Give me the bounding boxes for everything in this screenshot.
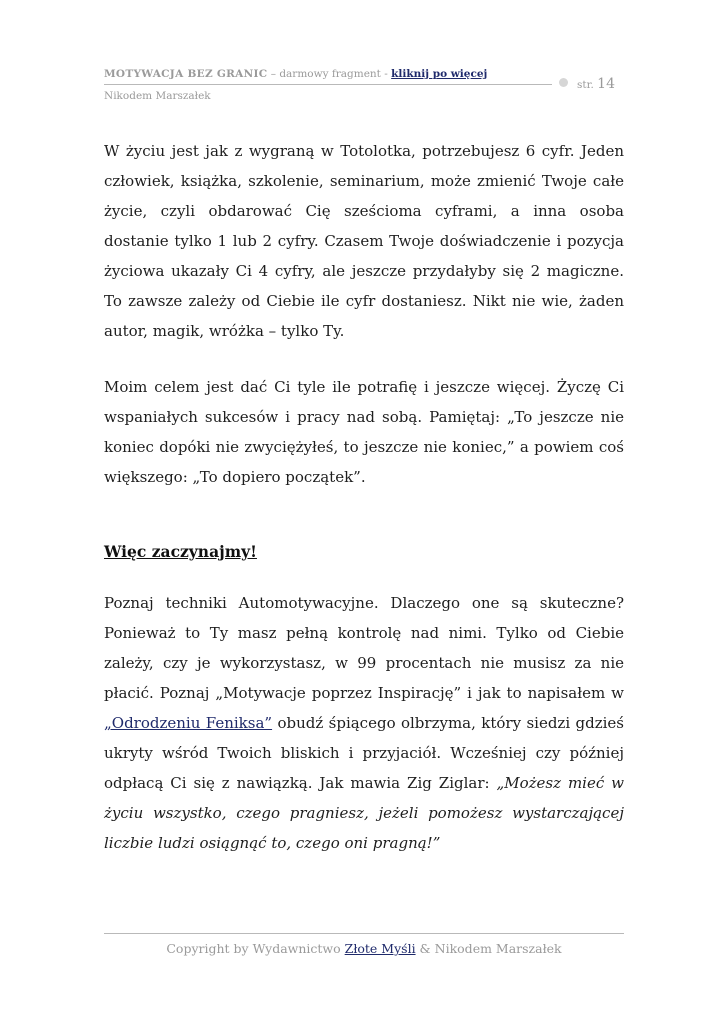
page-number: [577, 76, 615, 92]
header-brand: MOTYWACJA BEZ GRANIC: [104, 68, 268, 80]
odrodzenie-feniksa-link[interactable]: „Odrodzeniu Feniksa”: [104, 714, 273, 732]
header-separator: –: [267, 68, 280, 80]
header-subtitle: darmowy fragment -: [279, 68, 392, 80]
paragraph-2: Moim celem jest dać Ci tyle ile potrafię i jeszcze więcej. Życzę Ci wspaniałych sukcesów i pracy nad sobą. Pamiętaj: „To jeszcze nie koniec dopóki nie zwyciężyłeś, to jeszcze nie koniec,” a powiem coś większego: „To dopiero początek”.: [104, 378, 624, 486]
paragraph-3-part2: obudź śpiącego olbrzyma, który siedzi gdzieś ukryty wśród Twoich bliskich i przyjaciół. Wcześniej czy później odpłacą Ci się z nawiązką. Jak mawia Zig Ziglar:: [104, 714, 624, 792]
header-title: [104, 68, 624, 80]
section-heading: Więc zaczynajmy!: [104, 542, 257, 561]
more-link[interactable]: kliknij po więcej: [391, 68, 488, 80]
header-divider: [104, 84, 552, 85]
page-prefix: str.: [577, 79, 598, 91]
paragraph-3: [104, 588, 624, 858]
footer-suffix: & Nikodem Marszałek: [415, 941, 562, 956]
header-author: Nikodem Marszałek: [104, 90, 211, 102]
ziglar-quote: „Możesz mieć w życiu wszystko, czego pragniesz, jeżeli pomożesz wystarczającej liczbie ludzi osiągnąć to, czego oni pragną!”: [104, 774, 624, 852]
footer-prefix: Copyright by Wydawnictwo: [166, 941, 345, 956]
page-number-value: 14: [597, 76, 615, 92]
bullet-icon: [559, 78, 568, 87]
footer-divider: [104, 933, 624, 934]
paragraph-1: W życiu jest jak z wygraną w Totolotka, potrzebujesz 6 cyfr. Jeden człowiek, książka, szkolenie, seminarium, może zmienić Twoje całe życie, czyli obdarować Cię sześcioma cyframi, a inna osoba dostanie tylko 1 lub 2 cyfry. Czasem Twoje doświadczenie i pozycja życiowa ukazały Ci 4 cyfry, ale jeszcze przydałyby się 2 magiczne. To zawsze zależy od Ciebie ile cyfr dostaniesz. Nikt nie wie, żaden autor, magik, wróżka – tylko Ty.: [104, 142, 624, 340]
page-footer: [104, 941, 624, 956]
paragraph-3-part1: Poznaj techniki Automotywacyjne. Dlaczego one są skuteczne? Ponieważ to Ty masz pełną kontrolę nad nimi. Tylko od Ciebie zależy, czy je wykorzystasz, w 99 procentach nie musisz za nie płacić. Poznaj „Motywacje poprzez Inspirację” i jak to napisałem w: [104, 594, 624, 702]
page-header: [104, 68, 624, 102]
zlote-mysli-link[interactable]: Złote Myśli: [344, 941, 416, 956]
